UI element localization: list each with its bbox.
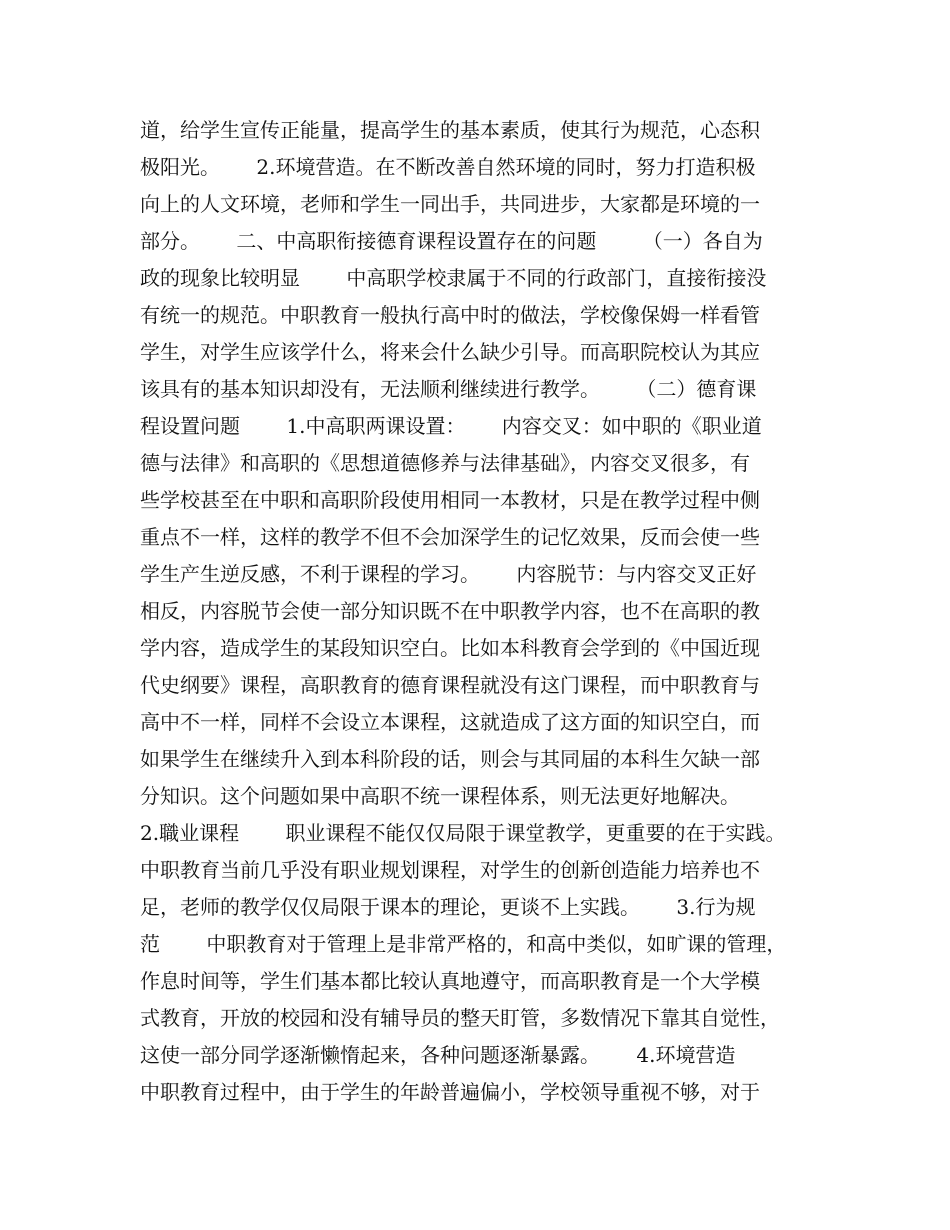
text-line: 该具有的基本知识却没有，无法顺利继续进行教学。 （二）德育课 <box>140 377 757 401</box>
text-line: 学生，对学生应该学什么，将来会什么缺少引导。而高职院校认为其应 <box>140 340 760 364</box>
text-line: 如果学生在继续升入到本科阶段的话，则会与其同届的本科生欠缺一部 <box>140 747 760 771</box>
text-line: 道，给学生宣传正能量，提高学生的基本素质，使其行为规范，心态积 <box>140 118 760 142</box>
text-line: 学内容，造成学生的某段知识空白。比如本科教育会学到的《中国近现 <box>140 636 760 660</box>
text-line: 中职教育过程中，由于学生的年龄普遍偏小，学校领导重视不够，对于 <box>140 1080 760 1104</box>
text-line: 极阳光。 2.环境营造。在不断改善自然环境的同时，努力打造积极 <box>140 155 756 179</box>
text-line: 部分。 二、中高职衔接德育课程设置存在的问题 （一）各自为 <box>140 229 763 253</box>
text-line: 相反，内容脱节会使一部分知识既不在中职教学内容，也不在高职的教 <box>140 599 760 623</box>
text-line: 重点不一样，这样的教学不但不会加深学生的记忆效果，反而会使一些 <box>140 525 760 549</box>
body-text <box>140 112 830 1111</box>
text-line: 作息时间等，学生们基本都比较认真地遵守，而高职教育是一个大学模 <box>140 969 760 993</box>
text-line: 这使一部分同学逐渐懒惰起来，各种问题逐渐暴露。 4.环境营造 <box>140 1043 736 1067</box>
text-line: 中职教育当前几乎没有职业规划课程，对学生的创新创造能力培养也不 <box>140 858 760 882</box>
text-line: 政的现象比较明显 中高职学校隶属于不同的行政部门，直接衔接没 <box>140 266 767 290</box>
text-line: 代史纲要》课程，高职教育的德育课程就没有这门课程，而中职教育与 <box>140 673 760 697</box>
text-line: 有统一的规范。中职教育一般执行高中时的做法，学校像保姆一样看管 <box>140 303 760 327</box>
text-line: 些学校甚至在中职和高职阶段使用相同一本教材，只是在教学过程中侧 <box>140 488 760 512</box>
text-line: 德与法律》和高职的《思想道德修养与法律基础》，内容交叉很多，有 <box>140 451 750 475</box>
text-line: 式教育，开放的校园和没有辅导员的整天盯管，多数情况下靠其自觉性， <box>140 1006 780 1030</box>
text-line: 程设置问题 1.中高职两课设置： 内容交叉：如中职的《职业道 <box>140 414 762 438</box>
text-line: 足，老师的教学仅仅局限于课本的理论，更谈不上实践。 3.行为规 <box>140 895 756 919</box>
text-line: 分知识。这个问题如果中高职不统一课程体系，则无法更好地解决。 <box>140 784 740 808</box>
text-line: 2.職业课程 职业课程不能仅仅局限于课堂教学，更重要的在于实践。 <box>140 821 786 845</box>
text-line: 学生产生逆反感，不利于课程的学习。 内容脱节：与内容交叉正好 <box>140 562 757 586</box>
text-line: 向上的人文环境，老师和学生一同出手，共同进步，大家都是环境的一 <box>140 192 760 216</box>
text-line: 范 中职教育对于管理上是非常严格的，和高中类似，如旷课的管理， <box>140 932 787 956</box>
text-line: 高中不一样，同样不会设立本课程，这就造成了这方面的知识空白，而 <box>140 710 760 734</box>
